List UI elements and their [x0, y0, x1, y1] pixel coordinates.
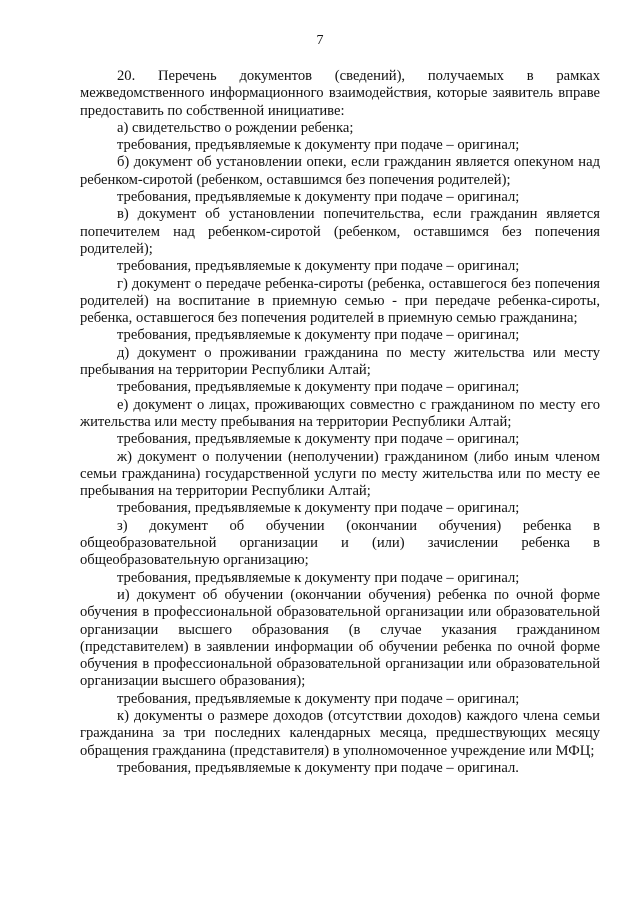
paragraph-item-v: в) документ об установлении попечительства, если гражданин является попечителем над ребенком-сиротой (ребенком, оставшимся без попечения родителей);: [80, 206, 600, 257]
paragraph-item-z: з) документ об обучении (окончании обучения) ребенка в общеобразовательной организации и (или) зачислении ребенка в общеобразовательную организацию;: [80, 517, 600, 569]
paragraph-requirement: требования, предъявляемые к документу при подаче – оригинал;: [117, 500, 520, 517]
paragraph-item-i: и) документ об обучении (окончании обучения) ребенка по очной форме обучения в профессиональной образовательной организации или образовательной организации высшего образования (в случае указания гражданином (представителем) в заявлении информации об обучении ребенка по очной форме обучения в профессиональной образовательной организации или образовательной организации высшего образования);: [80, 586, 600, 690]
paragraph-item-k: к) документы о размере доходов (отсутствии доходов) каждого члена семьи гражданина за три последних календарных месяца, предшествующих месяцу обращения гражданина (представителя) в уполномоченное учреждение или МФЦ;: [80, 707, 600, 759]
page-number: 7: [316, 33, 324, 48]
paragraph-item-zh: ж) документ о получении (неполучении) гражданином (либо иным членом семьи гражданина) государственной услуги по месту жительства или по месту ее пребывания на территории Республики Алтай;: [80, 448, 600, 500]
paragraph-item-e: е) документ о лицах, проживающих совместно с гражданином по месту его жительства или месту пребывания на территории Республики Алтай;: [80, 396, 600, 430]
paragraph-item-g: г) документ о передаче ребенка-сироты (ребенка, оставшегося без попечения родителей) на воспитание в приемную семью - при передаче ребенка-сироты, ребенка, оставшегося без попечения родителей в приемную семью гражданина;: [80, 275, 600, 327]
paragraph-requirement: требования, предъявляемые к документу при подаче – оригинал;: [117, 690, 520, 707]
paragraph-requirement: требования, предъявляемые к документу при подаче – оригинал;: [117, 258, 520, 275]
paragraph-intro: 20. Перечень документов (сведений), получаемых в рамках межведомственного информационного взаимодействия, которые заявитель вправе предоставить по собственной инициативе:: [80, 68, 600, 119]
paragraph-requirement: требования, предъявляемые к документу при подаче – оригинал;: [117, 569, 520, 586]
paragraph-requirement: требования, предъявляемые к документу при подаче – оригинал;: [117, 327, 520, 344]
paragraph-requirement-final: требования, предъявляемые к документу при подаче – оригинал.: [117, 759, 519, 776]
paragraph-item-d: д) документ о проживании гражданина по месту жительства или месту пребывания на территории Республики Алтай;: [80, 344, 600, 379]
paragraph-item-b: б) документ об установлении опеки, если гражданин является опекуном над ребенком-сиротой (ребенком, оставшимся без попечения родителей);: [80, 154, 600, 188]
paragraph-requirement: требования, предъявляемые к документу при подаче – оригинал;: [117, 189, 520, 206]
paragraph-requirement: требования, предъявляемые к документу при подаче – оригинал;: [117, 137, 520, 154]
paragraph-requirement: требования, предъявляемые к документу при подаче – оригинал;: [117, 431, 520, 448]
document-body: [80, 68, 600, 777]
paragraph-requirement: требования, предъявляемые к документу при подаче – оригинал;: [117, 379, 520, 396]
paragraph-item-a: а) свидетельство о рождении ребенка;: [117, 119, 354, 136]
